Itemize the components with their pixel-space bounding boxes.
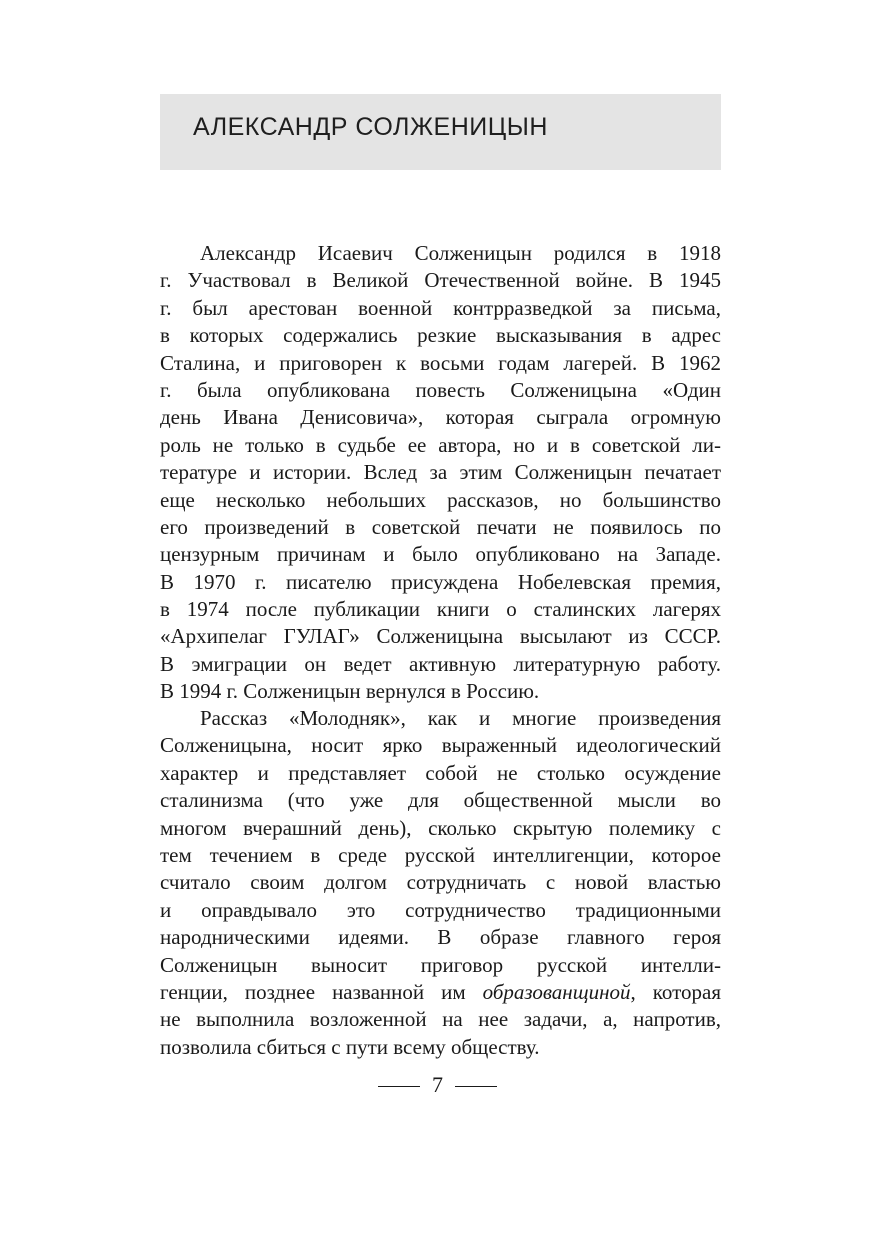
italic-term: образованщиной: [482, 979, 631, 1004]
text-line: день Ивана Денисовича», которая сыграла огромную: [160, 405, 721, 430]
page-footer: [0, 1072, 875, 1098]
text-line: Александр Исаевич Солженицын родился в 1918: [200, 241, 721, 265]
text-line-with-italic: [160, 979, 721, 1006]
text-line: Рассказ «Молодняк», как и многие произведения: [200, 706, 721, 730]
text-segment: генции, позднее названной им: [160, 979, 483, 1004]
text-line: характер и представляет собой не столько осуждение: [160, 760, 721, 785]
text-line: г. был арестован военной контрразведкой за письма,: [160, 295, 721, 320]
text-line: Сталина, и приговорен к восьми годам лагерей. В 1962: [160, 350, 721, 375]
text-line: «Архипелаг ГУЛАГ» Солженицына высылают из СССР.: [160, 624, 721, 649]
text-line: Солженицын выносит приговор русской интелли-: [160, 952, 721, 977]
text-line: тературе и истории. Вслед за этим Солженицын печатает: [160, 460, 721, 485]
text-line: В 1970 г. писателю присуждена Нобелевская премия,: [160, 569, 721, 594]
text-line: В 1994 г. Солженицын вернулся в Россию.: [160, 679, 540, 704]
chapter-title: АЛЕКСАНДР СОЛЖЕНИЦЫН: [193, 113, 548, 141]
text-line: народническими идеями. В образе главного героя: [160, 925, 721, 950]
text-line: считало своим долгом сотрудничать с новой властью: [160, 870, 721, 895]
text-line: его произведений в советской печати не появилось по: [160, 514, 721, 539]
text-line: еще несколько небольших рассказов, но большинство: [160, 487, 721, 512]
text-line: позволила сбиться с пути всему обществу.: [160, 1034, 540, 1059]
text-line: цензурным причинам и было опубликовано на Западе.: [160, 542, 721, 567]
left-dash-rule: [378, 1086, 420, 1087]
text-line: В эмиграции он ведет активную литературную работу.: [160, 651, 721, 676]
biography-paragraph: [160, 240, 721, 706]
text-line: роль не только в судьбе ее автора, но и в советской ли-: [160, 432, 721, 457]
text-line: сталинизма (что уже для общественной мысли во: [160, 788, 721, 813]
text-line: в 1974 после публикации книги о сталинских лагерях: [160, 597, 721, 622]
right-dash-rule: [455, 1086, 497, 1087]
text-segment: , которая: [630, 979, 721, 1004]
text-line: не выполнила возложенной на нее задачи, а, напротив,: [160, 1007, 721, 1032]
page-number: 7: [432, 1072, 443, 1097]
text-line: многом вчерашний день), сколько скрытую полемику с: [160, 815, 721, 840]
chapter-header-band: [160, 94, 721, 170]
text-line: г. Участвовал в Великой Отечественной войне. В 1945: [160, 268, 721, 293]
text-line: тем течением в среде русской интеллигенции, которое: [160, 842, 721, 867]
text-line: г. была опубликована повесть Солженицына «Один: [160, 377, 721, 402]
text-line: Солженицына, носит ярко выраженный идеологический: [160, 733, 721, 758]
commentary-paragraph: [160, 705, 721, 1061]
text-line: в которых содержались резкие высказывания в адрес: [160, 323, 721, 348]
text-line: и оправдывало это сотрудничество традиционными: [160, 897, 721, 922]
